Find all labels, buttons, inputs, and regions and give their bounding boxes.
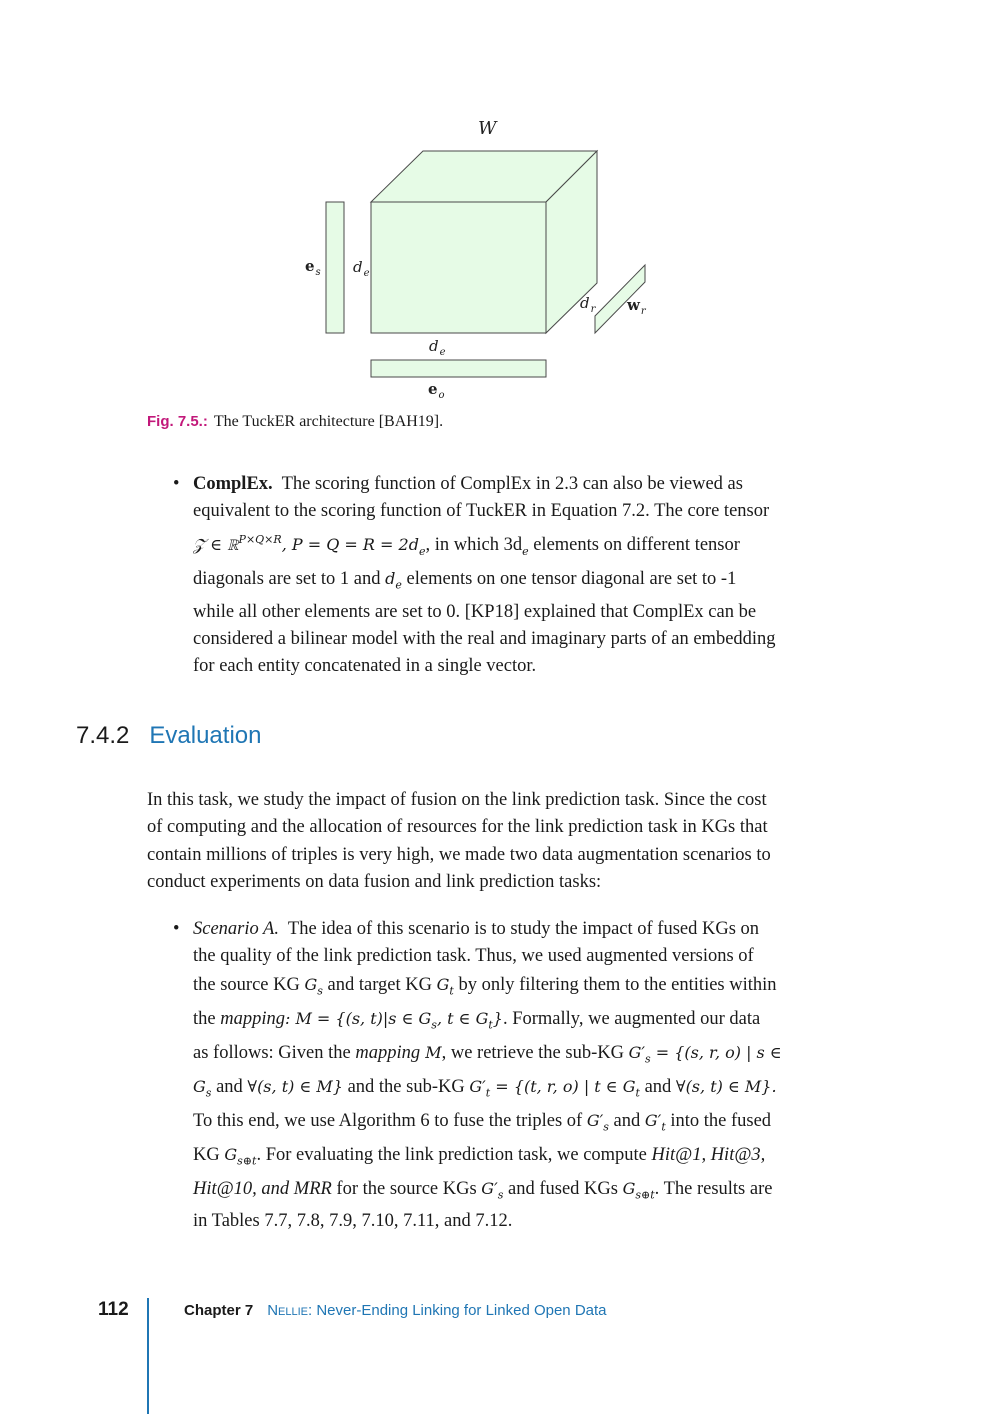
- bullet-dot: •: [173, 919, 180, 939]
- scenario-line-5: as follows: Given the mapping M, we retrieve the sub-KG $G'_s = \{(s$, r, o) | s ∈: [193, 1042, 782, 1066]
- tucker-diagram: [0, 0, 1000, 410]
- running-footer: [184, 1302, 607, 1319]
- section-heading: [76, 722, 261, 750]
- para-line-3: contain millions of triples is very high, we made two data augmentation scenarios to: [147, 844, 771, 865]
- bullet-dot: •: [173, 474, 180, 494]
- eo-label: $e_o$: [428, 380, 445, 401]
- scenario-line-8: KG $G_{s\oplus t}$. For evaluating the link prediction task, we compute Hit@1, Hit@3,: [193, 1144, 766, 1168]
- para-line-4: conduct experiments on data fusion and link prediction tasks:: [147, 871, 602, 892]
- es-vector: [326, 202, 344, 333]
- complex-line-6: considered a bilinear model with the real and imaginary parts of an embedding: [193, 629, 776, 650]
- complex-line-5: while all other elements are set to 0. [KP18] explained that ComplEx can be: [193, 601, 757, 622]
- scenario-line-7: To this end, we use Algorithm 6 to fuse the triples of $G'_s$ and $G'_t$ into the fused: [193, 1110, 772, 1134]
- figure-caption: [147, 413, 443, 431]
- complex-line-1: ComplEx. The scoring function of ComplEx in 2.3 can also be viewed as: [193, 474, 743, 494]
- intro-paragraph: [147, 787, 808, 896]
- complex-bullet: [173, 471, 808, 681]
- footer-chapter-label: Chapter 7: [184, 1302, 254, 1319]
- es-label: $e_s$: [305, 257, 321, 278]
- caption-label: Fig. 7.5.:: [147, 413, 208, 430]
- footer-rule: [147, 1298, 149, 1414]
- scenario-line-6: $G_s$ and ∀(s, t) ∈ M} and the sub-KG $G'_t = \{(t$, r, o) | t ∈ $G_t$ and ∀(s, t) ∈ M}.: [193, 1076, 777, 1100]
- wr-label: $w_r$: [627, 296, 646, 317]
- complex-lead: ComplEx.: [193, 474, 273, 494]
- complex-line-2: equivalent to the scoring function of TuckER in Equation 7.2. The core tensor: [193, 501, 770, 522]
- page-number: 112: [98, 1299, 129, 1320]
- cube-front-face: [371, 202, 546, 333]
- scenario-line-1: Scenario A. The idea of this scenario is to study the impact of fused KGs on: [193, 919, 760, 939]
- scenario-line-10: in Tables 7.7, 7.8, 7.9, 7.10, 7.11, and 7.12.: [193, 1211, 513, 1232]
- eo-vector: [371, 360, 546, 377]
- section-number: 7.4.2: [76, 722, 130, 749]
- tucker-figure: [0, 0, 1000, 410]
- scenario-line-4: the mapping: M = {(s, t)|s ∈ $G_s$, t ∈ $G_t$}. Formally, we augmented our data: [193, 1008, 761, 1032]
- scenario-line-2: the quality of the link prediction task. Thus, we used augmented versions of: [193, 946, 754, 967]
- scenario-lead: Scenario A.: [193, 919, 279, 939]
- caption-text: The TuckER architecture [BAH19].: [213, 413, 444, 430]
- core-tensor-label: W: [478, 118, 497, 139]
- scenario-bullet: [173, 916, 808, 1236]
- scenario-line-9: Hit@10, and MRR for the source KGs $G'_s$ and fused KGs $G_{s\oplus t}$. The results are: [193, 1178, 773, 1202]
- de-left-label: $d_e$: [353, 258, 370, 279]
- scenario-line-3: the source KG $G_s$ and target KG $G_t$ by only filtering them to the entities within: [193, 974, 777, 998]
- footer-chapter-title: Nellie: Never-Ending Linking for Linked Open Data: [267, 1302, 607, 1319]
- complex-line-3: 𝒵 ∈ ℝ$^{P\times Q\times R}$, $P = Q = R = 2d_e$, in which $3d_e$ elements on different tensor: [193, 532, 740, 558]
- dr-label: $d_r$: [580, 294, 596, 315]
- de-bottom-label: $d_e$: [429, 337, 446, 358]
- para-line-2: of computing and the allocation of resources for the link prediction task in KGs that: [147, 817, 768, 838]
- complex-line-7: for each entity concatenated in a single vector.: [193, 656, 537, 677]
- para-line-1: In this task, we study the impact of fusion on the link prediction task. Since the cost: [147, 790, 767, 810]
- section-title: Evaluation: [149, 722, 262, 749]
- complex-line-4: diagonals are set to 1 and $d_e$ elements on one tensor diagonal are set to -1: [193, 568, 737, 592]
